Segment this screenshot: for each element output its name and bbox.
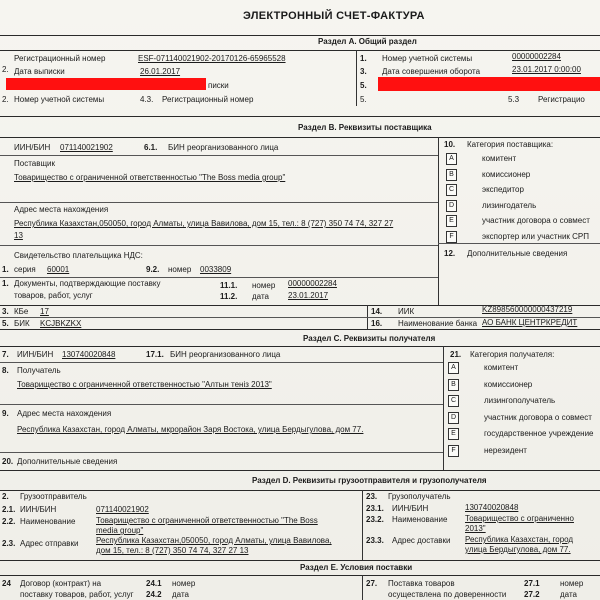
supplier-category-checkbox-d[interactable]: D (446, 200, 457, 212)
iik-value: KZ898560000000437219 (482, 305, 573, 314)
turnover-date-label: Дата совершения оборота (382, 67, 481, 76)
bik-value: KCJBKZKX (40, 319, 82, 328)
doc-date-label: дата (252, 292, 269, 301)
vat-series-value: 60001 (47, 265, 70, 274)
contract-date-label: дата (172, 590, 189, 599)
field-num: 20. (2, 457, 14, 466)
vat-series-label: серия (14, 265, 36, 274)
rule (438, 243, 600, 244)
redaction-bar (378, 77, 600, 91)
field-num: 11.1. (220, 281, 238, 290)
consignee-address-value-2: улица Бердыгулова, дом 77. (465, 545, 571, 554)
supplier-category-checkbox-e[interactable]: E (446, 215, 457, 227)
field-num: 23.3. (366, 536, 384, 545)
field-num: 2.3. (2, 539, 16, 548)
section-c-header: Раздел C. Реквизиты получателя (303, 334, 436, 343)
recipient-category-option-label: лизингополучатель (484, 396, 556, 405)
iik-label: ИИК (398, 307, 415, 316)
reorganized-bin-label: БИН реорганизованного лица (168, 143, 279, 152)
recipient-extra-info-label: Дополнительные сведения (17, 457, 118, 466)
shipper-address-label: Адрес отправки (20, 539, 79, 548)
shipper-name-label: Наименование (20, 517, 76, 526)
rule (0, 245, 438, 246)
shipper-name-value-2: media group" (96, 526, 144, 535)
bank-name-value: АО БАНК ЦЕНТРКРЕДИТ (482, 318, 578, 327)
proxy-label-2: осуществлена по доверенности (388, 590, 507, 599)
supplier-category-label: Категория поставщика: (467, 140, 554, 149)
recipient-label: Получатель (17, 366, 61, 375)
issue-date-tail: писки (208, 81, 229, 90)
recipient-category-option-label: нерезидент (484, 445, 527, 455)
consignee-label: Грузополучатель (388, 492, 451, 501)
recipient-category-checkbox-a[interactable]: A (448, 362, 459, 374)
supplier-category-option-label: лизингодатель (482, 200, 537, 210)
field-num: 23.2. (366, 515, 384, 524)
rule (0, 470, 600, 471)
field-num: 9.2. (146, 265, 160, 274)
doc-date-value: 23.01.2017 (288, 291, 329, 300)
vat-number-value: 0033809 (200, 265, 232, 274)
field-num: 14. (371, 307, 383, 316)
supporting-docs-label-1: Документы, подтверждающие поставку (14, 279, 161, 288)
shipper-address-value-1: Республика Казахстан,050050, город Алматы, улица Вавилова, (96, 536, 332, 545)
recipient-category-checkbox-b[interactable]: B (448, 379, 459, 391)
shipper-iin-value: 071140021902 (96, 505, 149, 514)
proxy-date-label: дата (560, 590, 577, 599)
section-e-header: Раздел E. Условия поставки (300, 563, 413, 572)
rule (0, 490, 600, 491)
field-num: 23.1. (366, 504, 384, 513)
field-num: 2. (2, 65, 9, 74)
supplier-category-checkbox-c[interactable]: C (446, 184, 457, 196)
registration-label: Регистрацио (538, 95, 585, 104)
recipient-address-value: Республика Казахстан, город Алматы, мкрорайон Заря Востока, улица Бердыгулова, дом 77. (17, 425, 364, 434)
rule (0, 329, 600, 330)
field-num: 17.1. (146, 350, 164, 359)
redaction-bar (6, 78, 206, 90)
recipient-category-option-label: комиссионер (484, 379, 533, 389)
column-divider (443, 346, 444, 470)
account-number-value: 00000002284 (512, 52, 561, 61)
contract-label-1: Договор (контракт) на (20, 579, 102, 588)
reg-number-value: ESF-071140021902-20170126-65965528 (138, 54, 286, 63)
field-num: 24.2 (146, 590, 162, 599)
field-num: 5.3 (508, 95, 520, 104)
consignee-iin-label: ИИН/БИН (392, 504, 429, 513)
field-num: 6.1. (144, 143, 158, 152)
shipper-address-value-2: дом 15, тел.: 8 (727) 350 74 74, 327 27 13 (96, 546, 249, 555)
recipient-category-option-label: комитент (484, 363, 519, 372)
field-num: 1. (360, 54, 367, 63)
extra-info-label: Дополнительные сведения (467, 249, 568, 258)
recipient-value: Товарищество с ограниченной ответственностью "Алтын тенiз 2013" (17, 380, 272, 389)
supplier-category-option-label: комиссионер (482, 169, 531, 179)
rule (0, 575, 600, 576)
bank-name-label: Наименование банка (398, 319, 478, 328)
supplier-category-option-label: экспортер или участник СРП (482, 231, 590, 241)
rule (0, 404, 443, 405)
account-number-label: Номер учетной системы (382, 54, 473, 63)
field-num: 3. (2, 307, 9, 316)
rule (0, 50, 600, 51)
recipient-category-option-label: участник договора о совмест (484, 412, 592, 422)
rule (0, 277, 438, 278)
field-num: 21. (450, 350, 462, 359)
section-b-header: Раздел B. Реквизиты поставщика (298, 123, 432, 132)
supplier-value: Товарищество с ограниченной ответственностью "The Boss media group" (14, 173, 286, 182)
field-num: 5. (360, 81, 367, 90)
rule (0, 155, 438, 156)
contract-number-label: номер (172, 579, 196, 588)
doc-number-label: номер (252, 281, 276, 290)
field-num: 2.1. (2, 505, 16, 514)
field-num: 8. (2, 366, 9, 375)
field-num: 9. (2, 409, 9, 418)
section-a-header: Раздел A. Общий раздел (318, 37, 417, 46)
shipper-label: Грузоотправитель (20, 492, 87, 501)
rule (0, 362, 443, 363)
supplier-category-checkbox-a[interactable]: A (446, 153, 457, 165)
rule (0, 137, 600, 138)
account-system-number-label: Номер учетной системы (14, 95, 105, 104)
supplier-iin-value: 071140021902 (60, 143, 113, 152)
field-num: 11.2. (220, 292, 238, 301)
field-num: 27.1 (524, 579, 540, 588)
rule (0, 116, 600, 117)
turnover-date-value: 23.01.2017 0:00:00 (512, 65, 581, 74)
recipient-category-label: Категория получателя: (470, 350, 555, 359)
supplier-category-option-label: экспедитор (482, 185, 524, 194)
rule (0, 452, 443, 453)
column-divider (356, 50, 357, 106)
vat-certificate-label: Свидетельство плательщика НДС: (14, 251, 143, 260)
field-num: 24 (2, 579, 11, 588)
kbe-label: КБе (14, 307, 29, 316)
issue-date-value: 26.01.2017 (140, 67, 181, 76)
section-d-header: Раздел D. Реквизиты грузоотправителя и грузополучателя (252, 476, 487, 485)
field-num: 2. (2, 492, 9, 501)
rule (0, 560, 600, 561)
recipient-category-checkbox-e[interactable]: E (448, 428, 459, 440)
supplier-category-checkbox-f[interactable]: F (446, 231, 457, 243)
column-divider (438, 137, 439, 305)
bik-label: БИК (14, 319, 30, 328)
contract-label-2: поставку товаров, работ, услуг (20, 590, 134, 599)
proxy-label-1: Поставка товаров (388, 579, 455, 588)
document-title: ЭЛЕКТРОННЫЙ СЧЕТ-ФАКТУРА (243, 10, 425, 22)
field-num: 3. (360, 67, 367, 76)
supplier-category-option-label: участник договора о совмест (482, 216, 590, 225)
recipient-category-option-label: государственное учреждение (484, 429, 594, 438)
field-num: 10. (444, 140, 456, 149)
column-divider (362, 490, 363, 560)
field-num: 16. (371, 319, 383, 328)
rule (0, 346, 600, 347)
field-num: 5. (360, 95, 367, 104)
supplier-category-checkbox-b[interactable]: B (446, 169, 457, 181)
recipient-iin-label: ИИН/БИН (17, 350, 54, 359)
recipient-address-label: Адрес места нахождения (17, 409, 112, 418)
field-num: 27. (366, 579, 378, 588)
field-num: 2.2. (2, 517, 16, 526)
supplier-category-option-label: комитент (482, 154, 517, 163)
rule (0, 202, 438, 203)
rule (0, 35, 600, 36)
field-num: 2. (2, 95, 9, 104)
supplier-address-label: Адрес места нахождения (14, 205, 109, 214)
shipper-name-value-1: Товарищество с ограниченной ответственностью "The Boss (96, 516, 318, 525)
consignee-address-label: Адрес доставки (392, 536, 451, 545)
field-num: 1. (2, 265, 9, 274)
shipper-iin-label: ИИН/БИН (20, 505, 57, 514)
supplier-address-line2: 13 (14, 231, 23, 240)
consignee-name-label: Наименование (392, 515, 448, 524)
field-num: 1. (2, 279, 9, 288)
recipient-category-checkbox-c[interactable]: C (448, 395, 459, 407)
vat-number-label: номер (168, 265, 192, 274)
field-num: 5. (2, 319, 9, 328)
consignee-name-value-1: Товарищество с ограниченно (465, 514, 574, 523)
consignee-address-value-1: Республика Казахстан, город (465, 535, 574, 544)
supplier-label: Поставщик (14, 159, 56, 168)
supplier-address-line1: Республика Казахстан,050050, город Алматы, улица Вавилова, дом 15, тел.: 8 (727) 350 74 74, 327 27 (14, 219, 394, 228)
supplier-iin-label: ИИН/БИН (14, 143, 51, 152)
recipient-category-checkbox-f[interactable]: F (448, 445, 459, 457)
proxy-number-label: номер (560, 579, 584, 588)
field-num: 24.1 (146, 579, 162, 588)
field-num: 7. (2, 350, 9, 359)
doc-number-value: 00000002284 (288, 279, 337, 288)
registration-number-label: Регистрационный номер (162, 95, 254, 104)
kbe-value: 17 (40, 307, 49, 316)
recipient-reorganized-bin-label: БИН реорганизованного лица (170, 350, 281, 359)
field-num: 23. (366, 492, 378, 501)
supporting-docs-label-2: товаров, работ, услуг (14, 291, 93, 300)
recipient-category-checkbox-d[interactable]: D (448, 412, 459, 424)
field-num: 12. (444, 249, 456, 258)
issue-date-label: Дата выписки (14, 67, 65, 76)
recipient-iin-value: 130740020848 (62, 350, 116, 359)
column-divider (362, 575, 363, 600)
field-num: 27.2 (524, 590, 540, 599)
consignee-iin-value: 130740020848 (465, 503, 519, 512)
reg-number-label: Регистрационный номер (14, 54, 106, 63)
field-num: 4.3. (140, 95, 154, 104)
consignee-name-value-2: 2013" (465, 524, 486, 533)
